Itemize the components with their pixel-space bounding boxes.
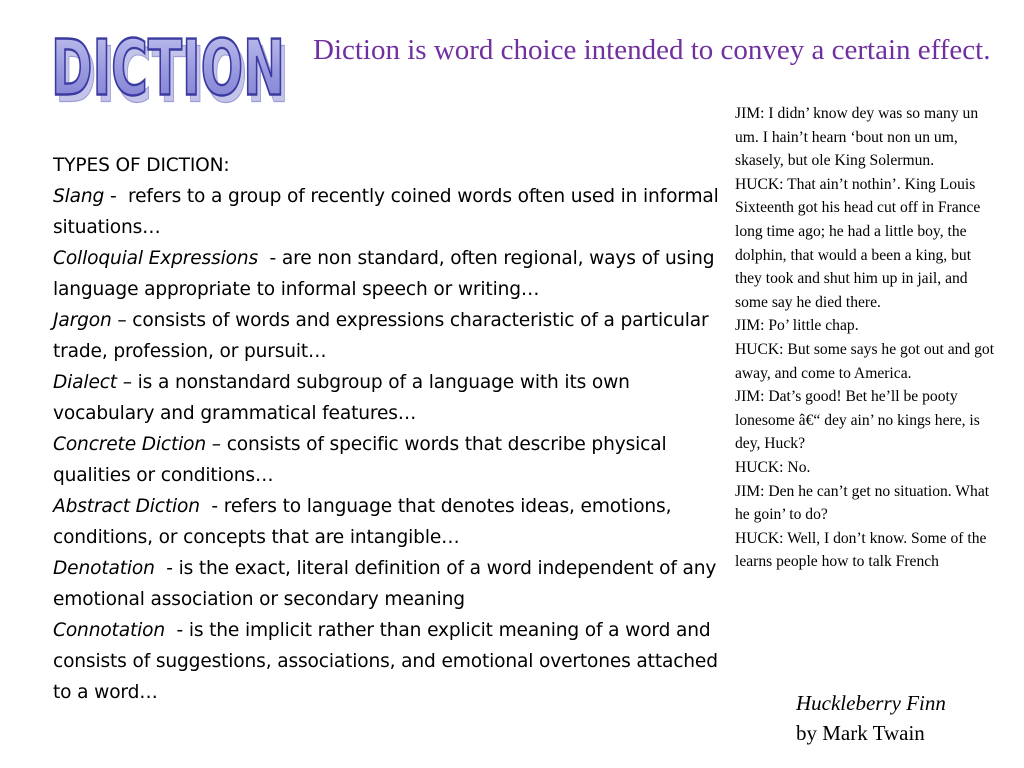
diction-type-separator: -	[199, 496, 224, 517]
types-heading: TYPES OF DICTION:	[53, 155, 230, 176]
dialogue-line	[735, 173, 997, 315]
diction-type-term: Jargon	[53, 310, 112, 331]
diction-type-term: Connotation	[53, 620, 165, 641]
dialogue-text: But some says he got out and got away, and come to America.	[735, 340, 995, 382]
diction-type-item	[53, 367, 723, 429]
dialogue-speaker: HUCK:	[735, 529, 784, 547]
diction-type-item	[53, 615, 723, 708]
dialogue-line	[735, 527, 997, 574]
diction-type-separator: -	[258, 248, 282, 269]
wordart-graphic	[44, 14, 294, 110]
dialogue-line	[735, 480, 997, 527]
diction-type-definition: are non standard, often regional, ways of using language appropriate to informal speech or writing…	[53, 248, 715, 300]
dialogue-text: No.	[783, 458, 811, 476]
diction-type-term: Concrete Diction	[53, 434, 207, 455]
citation-author: by Mark Twain	[796, 721, 925, 745]
dialogue-speaker: JIM:	[735, 105, 765, 122]
diction-type-definition: refers to a group of recently coined words often used in informal situations…	[53, 186, 719, 238]
diction-type-separator: –	[116, 372, 138, 393]
dialogue-line	[735, 314, 997, 338]
citation	[796, 688, 1006, 748]
dialogue-line	[735, 456, 997, 480]
diction-type-item	[53, 243, 723, 305]
diction-type-separator: -	[104, 186, 129, 207]
huck-finn-dialogue	[735, 102, 997, 574]
dialogue-line	[735, 102, 997, 173]
diction-type-term: Abstract Diction	[53, 496, 200, 517]
dialogue-speaker: HUCK:	[735, 340, 784, 358]
types-list	[53, 181, 723, 708]
dialogue-speaker: JIM:	[735, 388, 765, 406]
dialogue-text: Po’ little chap.	[764, 317, 859, 335]
diction-type-item	[53, 491, 723, 553]
wordart-main: DICTION	[50, 22, 285, 110]
types-of-diction	[53, 150, 723, 708]
dialogue-text: Den he can’t get no situation. What he goin’ to do?	[735, 482, 990, 524]
wordart-shadow: DICTION	[55, 29, 290, 110]
intro-definition: Diction is word choice intended to convey a certain effect.	[313, 34, 991, 66]
diction-type-term: Colloquial Expressions	[53, 248, 259, 269]
diction-type-definition: refers to language that denotes ideas, emotions, conditions, or concepts that are intangible…	[53, 496, 672, 548]
diction-type-definition: is the exact, literal definition of a word independent of any emotional association or secondary meaning	[53, 558, 717, 610]
dialogue-line	[735, 385, 997, 456]
diction-type-item	[53, 429, 723, 491]
diction-type-item	[53, 305, 723, 367]
diction-type-definition: is a nonstandard subgroup of a language with its own vocabulary and grammatical features…	[53, 372, 630, 424]
diction-type-term: Denotation	[53, 558, 155, 579]
dialogue-text: Dat’s good! Bet he’ll be pooty lonesome â€“ dey ain’ no kings here, is dey, Huck?	[735, 388, 980, 453]
diction-type-separator: -	[164, 620, 189, 641]
diction-type-term: Slang	[53, 186, 105, 207]
diction-wordart-title	[44, 14, 294, 110]
dialogue-line	[735, 338, 997, 385]
diction-type-separator: -	[154, 558, 179, 579]
diction-type-definition: is the implicit rather than explicit meaning of a word and consists of suggestions, associations, and emotional overtones attached to a word…	[53, 620, 718, 703]
dialogue-text: Well, I don’t know. Some of the learns people how to talk French	[735, 529, 987, 571]
dialogue-speaker: HUCK:	[735, 175, 784, 193]
citation-book-title: Huckleberry Finn	[796, 691, 946, 715]
diction-type-separator: –	[206, 434, 227, 455]
dialogue-text: I didn’ know dey was so many un um. I hain’t hearn ‘bout non un um, skasely, but ole King Solermun.	[735, 105, 979, 170]
dialogue-text: That ain’t nothin’. King Louis Sixteenth got his head cut off in France long time ago; he had a little boy, the dolphin, that would a been a king, but they took and shut him up in jail, and some say he died there.	[735, 175, 981, 311]
diction-type-item	[53, 553, 723, 615]
diction-type-definition: consists of words and expressions characteristic of a particular trade, profession, or pursuit…	[53, 310, 709, 362]
diction-type-item	[53, 181, 723, 243]
dialogue-speaker: JIM:	[735, 317, 765, 335]
diction-type-separator: –	[111, 310, 133, 331]
dialogue-speaker: HUCK:	[735, 458, 784, 476]
diction-type-definition: consists of specific words that describe physical qualities or conditions…	[53, 434, 667, 486]
dialogue-speaker: JIM:	[735, 482, 765, 500]
diction-type-term: Dialect	[53, 372, 117, 393]
